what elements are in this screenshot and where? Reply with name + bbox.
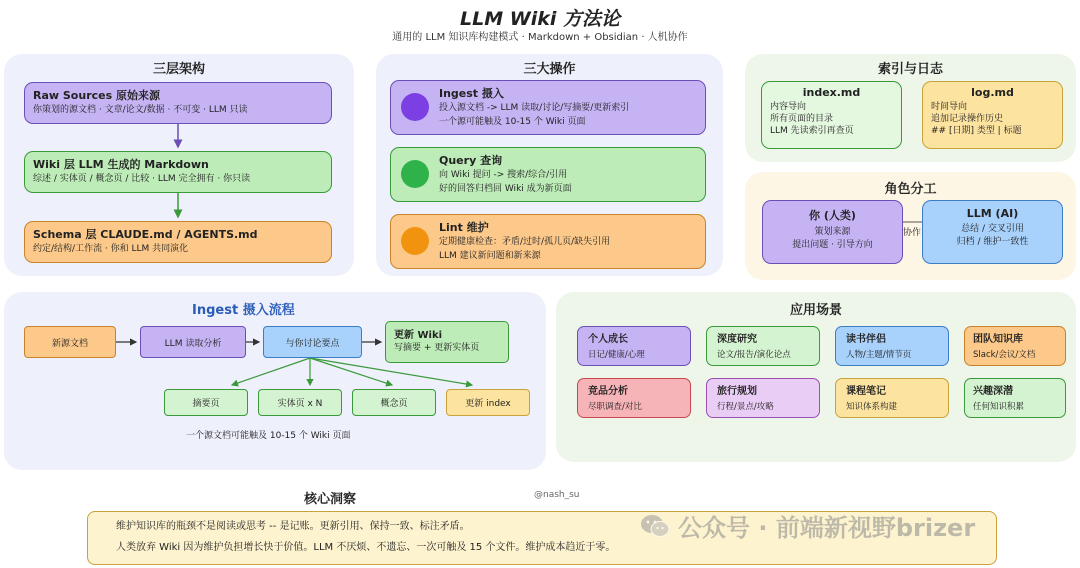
author-handle: @nash_su bbox=[534, 490, 580, 500]
index-log-title: 索引与日志 bbox=[877, 62, 943, 77]
index-md-title: index.md bbox=[802, 86, 861, 99]
llm-role-line: 总结 / 交叉引用 bbox=[961, 224, 1024, 234]
index-md-line: 所有页面的目录 bbox=[770, 114, 834, 124]
lint-desc-2: LLM 建议新问题和新来源 bbox=[439, 251, 541, 261]
scenario-desc: 行程/景点/攻略 bbox=[717, 402, 774, 412]
architecture-title: 三层架构 bbox=[152, 62, 205, 77]
wiki-layer-desc: 综述 / 实体页 / 概念页 / 比较 · LLM 完全拥有 · 你只读 bbox=[33, 174, 251, 184]
scenario-desc: 人物/主题/情节页 bbox=[846, 350, 912, 360]
scenario-title: 兴趣深潜 bbox=[973, 386, 1013, 397]
update-wiki-desc: 写摘要 + 更新实体页 bbox=[394, 343, 480, 353]
query-dot-icon bbox=[401, 160, 429, 188]
operations-title: 三大操作 bbox=[523, 62, 576, 77]
collaboration-label: 协作 bbox=[903, 228, 922, 238]
wiki-layer-title: Wiki 层 LLM 生成的 Markdown bbox=[33, 158, 209, 171]
scenario-card bbox=[835, 326, 949, 366]
ingest-title: Ingest 摄入 bbox=[439, 87, 504, 100]
ingest-desc-1: 投入源文档 -> LLM 读取/讨论/写摘要/更新索引 bbox=[439, 103, 630, 113]
page-title: LLM Wiki 方法论 bbox=[460, 8, 620, 30]
scenario-card bbox=[706, 378, 820, 418]
human-role-line: 策划来源 bbox=[814, 227, 851, 237]
scenario-desc: 日记/健康/心理 bbox=[588, 350, 645, 360]
raw-sources-desc: 你策划的源文档 · 文章/论文/数据 · 不可变 · LLM 只读 bbox=[33, 105, 248, 115]
query-operation bbox=[390, 147, 706, 202]
log-md-card bbox=[922, 81, 1063, 149]
lint-desc-1: 定期健康检查：矛盾/过时/孤儿页/缺失引用 bbox=[439, 237, 611, 247]
scenario-title: 课程笔记 bbox=[846, 386, 886, 397]
lint-title: Lint 维护 bbox=[439, 221, 489, 234]
ingest-operation bbox=[390, 80, 706, 135]
index-md-card bbox=[761, 81, 902, 149]
query-title: Query 查询 bbox=[439, 154, 503, 167]
scenario-title: 旅行规划 bbox=[717, 386, 757, 397]
scenario-desc: 尽职调查/对比 bbox=[588, 402, 642, 412]
flow-step-discuss: 与你讨论要点 bbox=[263, 326, 362, 358]
lint-operation bbox=[390, 214, 706, 269]
page-subtitle: 通用的 LLM 知识库构建模式 · Markdown + Obsidian · 人机协作 bbox=[392, 32, 688, 43]
scenario-card bbox=[706, 326, 820, 366]
query-desc-1: 向 Wiki 提问 -> 搜索/综合/引用 bbox=[439, 170, 568, 180]
log-md-line: 追加记录操作历史 bbox=[931, 114, 1004, 124]
ingest-dot-icon bbox=[401, 93, 429, 121]
log-md-line: ## [日期] 类型 | 标题 bbox=[931, 126, 1022, 136]
scenario-title: 个人成长 bbox=[588, 334, 628, 345]
scenarios-title: 应用场景 bbox=[789, 303, 842, 318]
raw-sources-title: Raw Sources 原始来源 bbox=[33, 89, 160, 102]
scenario-card bbox=[835, 378, 949, 418]
scenario-card bbox=[577, 378, 691, 418]
flow-step-new-doc: 新源文档 bbox=[24, 326, 116, 358]
flow-note: 一个源文档可能触及 10-15 个 Wiki 页面 bbox=[186, 431, 351, 441]
llm-role-title: LLM (AI) bbox=[966, 207, 1019, 220]
ingest-desc-2: 一个源可能触及 10-15 个 Wiki 页面 bbox=[439, 117, 586, 127]
log-md-line: 时间导向 bbox=[931, 102, 968, 112]
flow-output-concept: 概念页 bbox=[352, 389, 436, 416]
watermark-text: 公众号 · 前端新视野brizer bbox=[678, 514, 976, 542]
flow-output-index: 更新 index bbox=[446, 389, 530, 416]
ingest-flow-panel bbox=[4, 292, 546, 470]
schema-layer bbox=[24, 221, 332, 263]
llm-role-line: 归档 / 维护一致性 bbox=[956, 237, 1029, 247]
human-role-card bbox=[762, 200, 903, 264]
schema-layer-title: Schema 层 CLAUDE.md / AGENTS.md bbox=[33, 228, 258, 241]
scenario-title: 竞品分析 bbox=[588, 386, 628, 397]
raw-sources-layer bbox=[24, 82, 332, 124]
scenario-desc: Slack/会议/文档 bbox=[973, 350, 1036, 360]
wiki-layer bbox=[24, 151, 332, 193]
scenario-title: 读书伴侣 bbox=[846, 334, 886, 345]
lint-dot-icon bbox=[401, 227, 429, 255]
ingest-flow-title: Ingest 摄入流程 bbox=[192, 303, 295, 318]
query-desc-2: 好的回答归档回 Wiki 成为新页面 bbox=[439, 184, 572, 194]
scenario-title: 团队知识库 bbox=[973, 334, 1023, 345]
llm-role-card bbox=[922, 200, 1063, 264]
insight-line-2: 人类放弃 Wiki 因为维护负担增长快于价值。LLM 不厌烦、不遗忘、一次可触及 15 个文件。维护成本趋近于零。 bbox=[116, 542, 616, 553]
scenario-desc: 论文/报告/演化论点 bbox=[717, 350, 791, 360]
human-role-title: 你 (人类) bbox=[809, 209, 856, 222]
log-md-title: log.md bbox=[971, 86, 1014, 99]
flow-output-entity: 实体页 x N bbox=[258, 389, 342, 416]
index-md-line: 内容导向 bbox=[770, 102, 807, 112]
scenario-desc: 知识体系构建 bbox=[846, 402, 898, 412]
scenario-card bbox=[577, 326, 691, 366]
index-md-line: LLM 先读索引再查页 bbox=[770, 126, 854, 136]
flow-output-summary: 摘要页 bbox=[164, 389, 248, 416]
insight-line-1: 维护知识库的瓶颈不是阅读或思考 -- 是记账。更新引用、保持一致、标注矛盾。 bbox=[116, 521, 470, 532]
flow-step-llm-read: LLM 读取分析 bbox=[140, 326, 246, 358]
watermark bbox=[640, 508, 975, 543]
update-wiki-title: 更新 Wiki bbox=[394, 330, 443, 341]
human-role-line: 提出问题 · 引导方向 bbox=[792, 240, 873, 250]
roles-title: 角色分工 bbox=[884, 182, 937, 197]
scenario-desc: 任何知识积累 bbox=[973, 402, 1025, 412]
wechat-icon bbox=[640, 513, 670, 539]
schema-layer-desc: 约定/结构/工作流 · 你和 LLM 共同演化 bbox=[33, 244, 189, 254]
scenario-card bbox=[964, 326, 1066, 366]
insight-title: 核心洞察 bbox=[304, 492, 357, 507]
scenario-card bbox=[964, 378, 1066, 418]
scenario-title: 深度研究 bbox=[717, 334, 757, 345]
flow-step-update-wiki bbox=[385, 321, 509, 363]
